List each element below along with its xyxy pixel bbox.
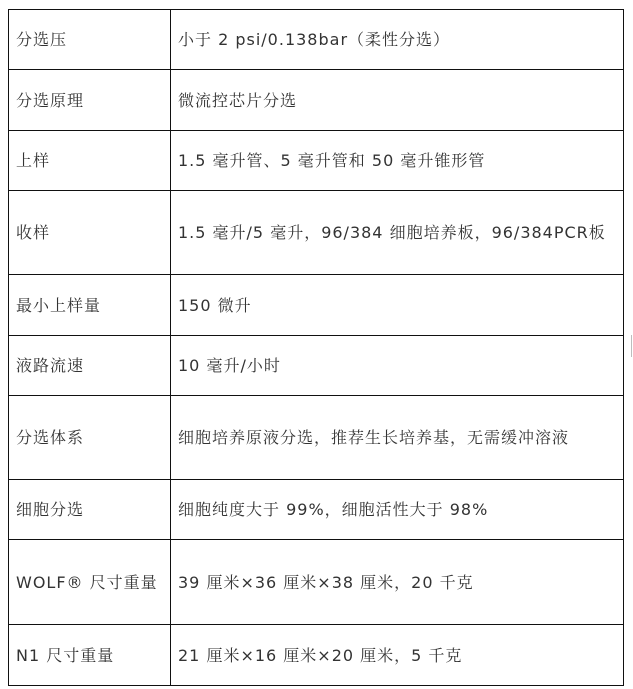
row-value: 150 微升 [171, 275, 624, 336]
scrollbar-edge [631, 335, 632, 357]
row-value: 21 厘米×16 厘米×20 厘米，5 千克 [171, 625, 624, 686]
row-label: N1 尺寸重量 [9, 625, 171, 686]
table-row [9, 191, 624, 275]
table-row [9, 131, 624, 191]
row-label: 最小上样量 [9, 275, 171, 336]
row-label: 分选压 [9, 10, 171, 70]
specifications-table [8, 9, 624, 686]
row-value: 1.5 毫升/5 毫升，96/384 细胞培养板，96/384PCR板 [171, 191, 624, 275]
row-value: 1.5 毫升管、5 毫升管和 50 毫升锥形管 [171, 131, 624, 191]
row-value: 微流控芯片分选 [171, 70, 624, 131]
table-row [9, 625, 624, 686]
row-label: 细胞分选 [9, 480, 171, 540]
row-label: WOLF® 尺寸重量 [9, 540, 171, 625]
table-row [9, 336, 624, 396]
table-row [9, 70, 624, 131]
row-value: 10 毫升/小时 [171, 336, 624, 396]
row-label: 分选原理 [9, 70, 171, 131]
row-value: 39 厘米×36 厘米×38 厘米，20 千克 [171, 540, 624, 625]
table-row [9, 275, 624, 336]
table-row [9, 480, 624, 540]
table-row [9, 396, 624, 480]
table-row [9, 540, 624, 625]
row-value: 细胞培养原液分选，推荐生长培养基，无需缓冲溶液 [171, 396, 624, 480]
row-value: 细胞纯度大于 99%，细胞活性大于 98% [171, 480, 624, 540]
table-row [9, 10, 624, 70]
row-label: 分选体系 [9, 396, 171, 480]
row-label: 上样 [9, 131, 171, 191]
row-value: 小于 2 psi/0.138bar（柔性分选） [171, 10, 624, 70]
row-label: 收样 [9, 191, 171, 275]
row-label: 液路流速 [9, 336, 171, 396]
